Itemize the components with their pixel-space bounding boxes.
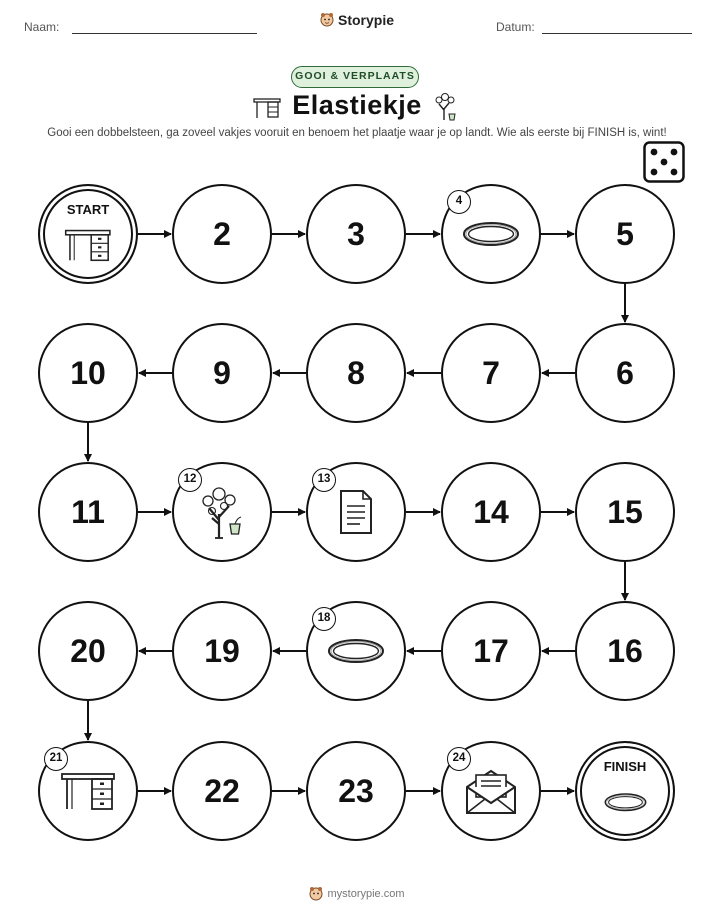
footer (0, 886, 714, 905)
board-space-15 (575, 462, 675, 562)
storypie-mascot-icon (320, 12, 334, 28)
board-space-8 (306, 323, 406, 423)
space-number: 10 (70, 354, 106, 391)
space-number: 20 (70, 632, 106, 669)
space-number: 9 (213, 354, 231, 391)
desk-icon (60, 771, 116, 811)
game-type-tag: GOOI & VERPLAATS (291, 66, 419, 88)
board-space-24 (441, 741, 541, 841)
space-number: 3 (347, 215, 365, 252)
space-number: 17 (473, 632, 509, 669)
tree-icon (199, 484, 245, 540)
document-icon (336, 488, 376, 536)
space-number-badge: 4 (447, 190, 471, 214)
board-space-7 (441, 323, 541, 423)
space-number: 16 (607, 632, 643, 669)
board-space-22 (172, 741, 272, 841)
space-number: 19 (204, 632, 240, 669)
space-number-badge: 21 (44, 747, 68, 771)
board-space-9 (172, 323, 272, 423)
space-number: 2 (213, 215, 231, 252)
date-label: Datum: (496, 20, 535, 34)
footer-site: mystorypie.com (327, 888, 405, 900)
space-number-badge: 13 (312, 468, 336, 492)
brand-name: Storypie (337, 12, 394, 28)
space-number-badge: 24 (447, 747, 471, 771)
space-number: 22 (204, 772, 240, 809)
space-number-badge: 18 (312, 607, 336, 631)
storypie-mascot-icon (309, 886, 323, 902)
date-line[interactable] (542, 33, 692, 34)
board-space-17 (441, 601, 541, 701)
board-space-12 (172, 462, 272, 562)
board-space-19 (172, 601, 272, 701)
space-number: 14 (473, 493, 509, 530)
name-line[interactable] (72, 33, 257, 34)
board-space-2 (172, 184, 272, 284)
board-space-20 (38, 601, 138, 701)
board-space-23 (306, 741, 406, 841)
space-number: 23 (338, 772, 374, 809)
board-space-18 (306, 601, 406, 701)
board-space-5 (575, 184, 675, 284)
board-space-11 (38, 462, 138, 562)
space-number: 6 (616, 354, 634, 391)
space-number: 11 (71, 493, 105, 530)
dice-five-icon (643, 141, 685, 183)
brand-logo (0, 12, 714, 33)
space-number-badge: 12 (178, 468, 202, 492)
board-space-10 (38, 323, 138, 423)
space-number: 5 (616, 215, 634, 252)
rubber-band-icon (326, 636, 386, 666)
board-space-6 (575, 323, 675, 423)
start-space (38, 184, 138, 284)
envelope-icon (463, 767, 519, 815)
rubber-band-icon (603, 791, 648, 814)
board-space-13 (306, 462, 406, 562)
space-number: 7 (482, 354, 500, 391)
desk-icon (64, 228, 112, 262)
title-tree-icon (433, 92, 457, 122)
board-space-3 (306, 184, 406, 284)
start-label: START (66, 202, 110, 217)
finish-label: FINISH (603, 759, 647, 774)
name-label: Naam: (24, 20, 60, 34)
board-space-14 (441, 462, 541, 562)
page-title: Elastiekje (292, 90, 422, 120)
rubber-band-icon (461, 219, 521, 249)
board-space-4 (441, 184, 541, 284)
finish-space (575, 741, 675, 841)
instructions: Gooi een dobbelsteen, ga zoveel vakjes vooruit en benoem het plaatje waar je op landt. Wie als eerste bij FINISH is, wint! (47, 127, 667, 139)
space-number: 15 (607, 493, 643, 530)
board-space-16 (575, 601, 675, 701)
board-space-21 (38, 741, 138, 841)
space-number: 8 (347, 354, 365, 391)
